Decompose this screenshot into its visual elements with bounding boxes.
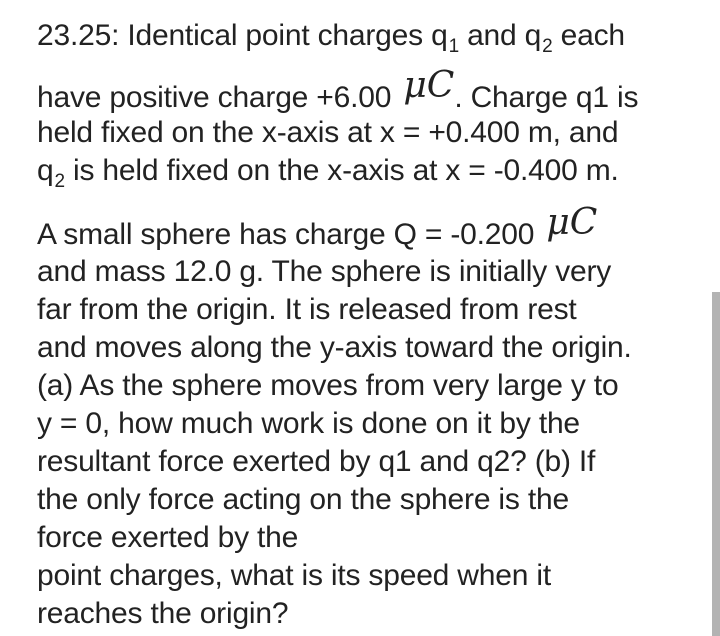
text: have positive charge +6.00 [37, 81, 400, 114]
text: . Charge q1 is [454, 81, 639, 114]
subscript: 2 [542, 36, 553, 57]
subscript: 1 [448, 36, 459, 57]
problem-line-14: point charges, what is its speed when it [37, 559, 551, 592]
problem-line-12: the only force acting on the sphere is the [37, 483, 569, 516]
problem-line-8: and moves along the y-axis toward the origin. [37, 331, 632, 364]
text: 23.25: Identical point charges q [37, 19, 448, 52]
micro-coulomb-symbol: μC [546, 202, 598, 243]
problem-line-3: held fixed on the x-axis at x = +0.400 m, and [37, 116, 619, 149]
problem-line-9: (a) As the sphere moves from very large y to [37, 369, 619, 402]
problem-line-5 [37, 202, 598, 252]
problem-line-15: reaches the origin? [37, 597, 289, 630]
problem-line-1 [37, 17, 625, 55]
micro-coulomb-symbol: μC [403, 65, 455, 106]
problem-line-6: and mass 12.0 g. The sphere is initially very [37, 255, 612, 288]
problem-line-2 [37, 65, 639, 115]
text: A small sphere has charge Q = -0.200 [37, 218, 543, 251]
text: and q [458, 19, 542, 52]
text: q [37, 154, 54, 187]
problem-line-4 [37, 152, 619, 190]
text: is held fixed on the x-axis at x = -0.400 m. [64, 154, 619, 187]
problem-line-10: y = 0, how much work is done on it by the [37, 407, 580, 440]
scrollbar[interactable] [712, 292, 720, 636]
problem-line-13: force exerted by the [37, 521, 299, 554]
text: each [552, 19, 625, 52]
problem-line-7: far from the origin. It is released from rest [37, 293, 577, 326]
problem-line-11: resultant force exerted by q1 and q2? (b) If [37, 445, 596, 478]
subscript: 2 [54, 171, 65, 192]
